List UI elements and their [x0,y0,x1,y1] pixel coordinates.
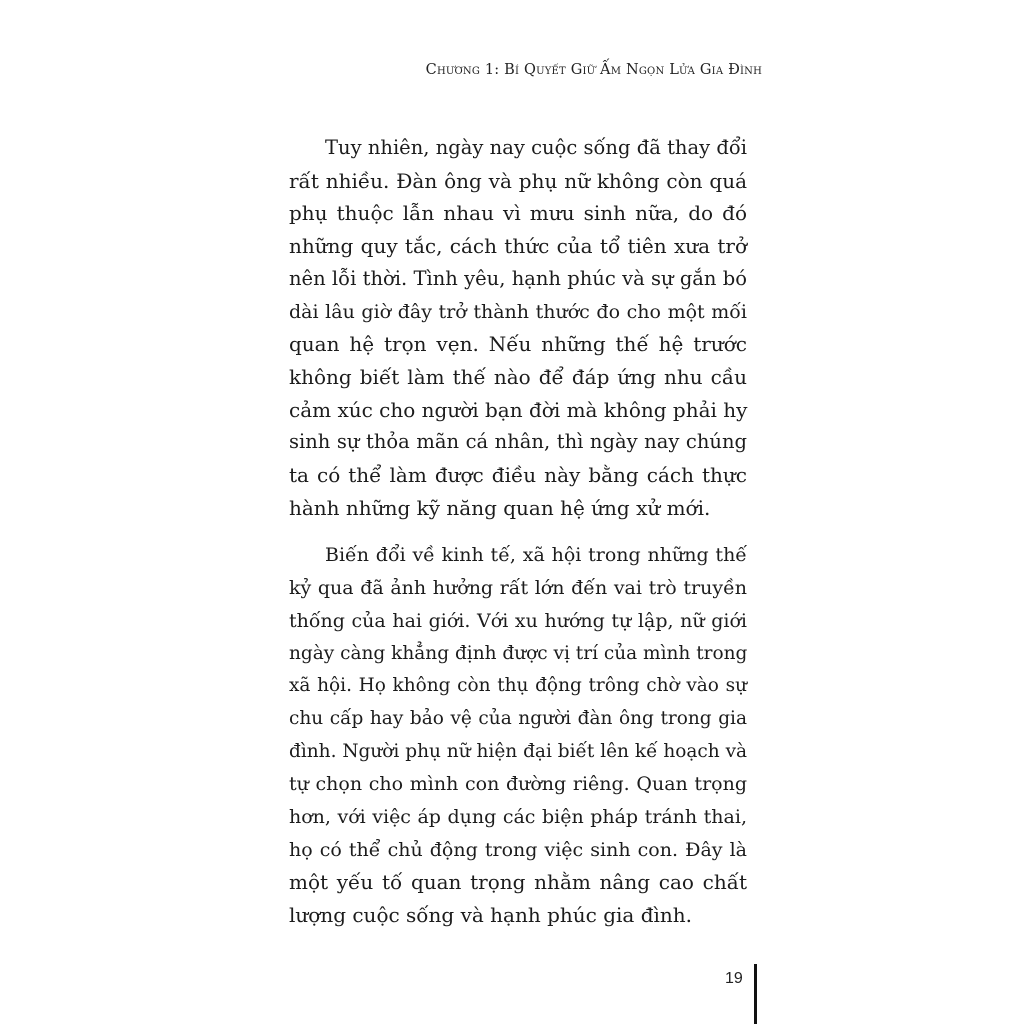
text-line: Tuy nhiên, ngày nay cuộc sống đã thay đổi [325,136,747,159]
text-line: thống của hai giới. Với xu hướng tự lập, nữ giới [289,609,747,632]
text-line: rất nhiều. Đàn ông và phụ nữ không còn quá [289,168,747,193]
text-line: hành những kỹ năng quan hệ ứng xử mới. [289,495,711,520]
page-edge-rule [754,964,757,1024]
text-line: kỷ qua đã ảnh hưởng rất lớn đến vai trò truyền [289,577,747,600]
text-line: ta có thể làm được điều này bằng cách thực [289,463,747,488]
text-line: lượng cuộc sống và hạnh phúc gia đình. [289,903,693,928]
text-line: tự chọn cho mình con đường riêng. Quan trọng [289,773,747,796]
text-line: một yếu tố quan trọng nhằm nâng cao chất [289,870,747,895]
text-line: sinh sự thỏa mãn cá nhân, thì ngày nay chúng [289,430,747,454]
text-line: chu cấp hay bảo vệ của người đàn ông trong gia [289,707,747,729]
text-line: xã hội. Họ không còn thụ động trông chờ vào sự [289,675,747,697]
text-line: nên lỗi thời. Tình yêu, hạnh phúc và sự gắn bó [289,266,747,290]
text-line: phụ thuộc lẫn nhau vì mưu sinh nữa, do đó [289,201,747,226]
text-line: những quy tắc, cách thức của tổ tiên xưa trở [289,234,747,259]
paragraph [289,132,747,524]
text-line: đình. Người phụ nữ hiện đại biết lên kế hoạch và [289,740,748,762]
text-line: cảm xúc cho người bạn đời mà không phải hy [289,397,748,422]
text-line: dài lâu giờ đây trở thành thước đo cho một mối [289,300,747,323]
paragraph [289,539,747,931]
text-line: ngày càng khẳng định được vị trí của mình trong [289,642,748,664]
text-line: không biết làm thế nào để đáp ứng nhu cầu [289,364,747,389]
text-line: họ có thể chủ động trong việc sinh con. Đây là [289,838,747,861]
text-line: quan hệ trọn vẹn. Nếu những thế hệ trước [289,332,747,357]
body-text [289,132,747,932]
running-header: Chương 1: Bí Quyết Giữ Ấm Ngọn Lửa Gia Đình [425,62,762,78]
page-number: 19 [725,970,743,987]
text-line: Biến đổi về kinh tế, xã hội trong những thế [325,544,747,567]
text-line: hơn, với việc áp dụng các biện pháp tránh thai, [289,806,747,829]
